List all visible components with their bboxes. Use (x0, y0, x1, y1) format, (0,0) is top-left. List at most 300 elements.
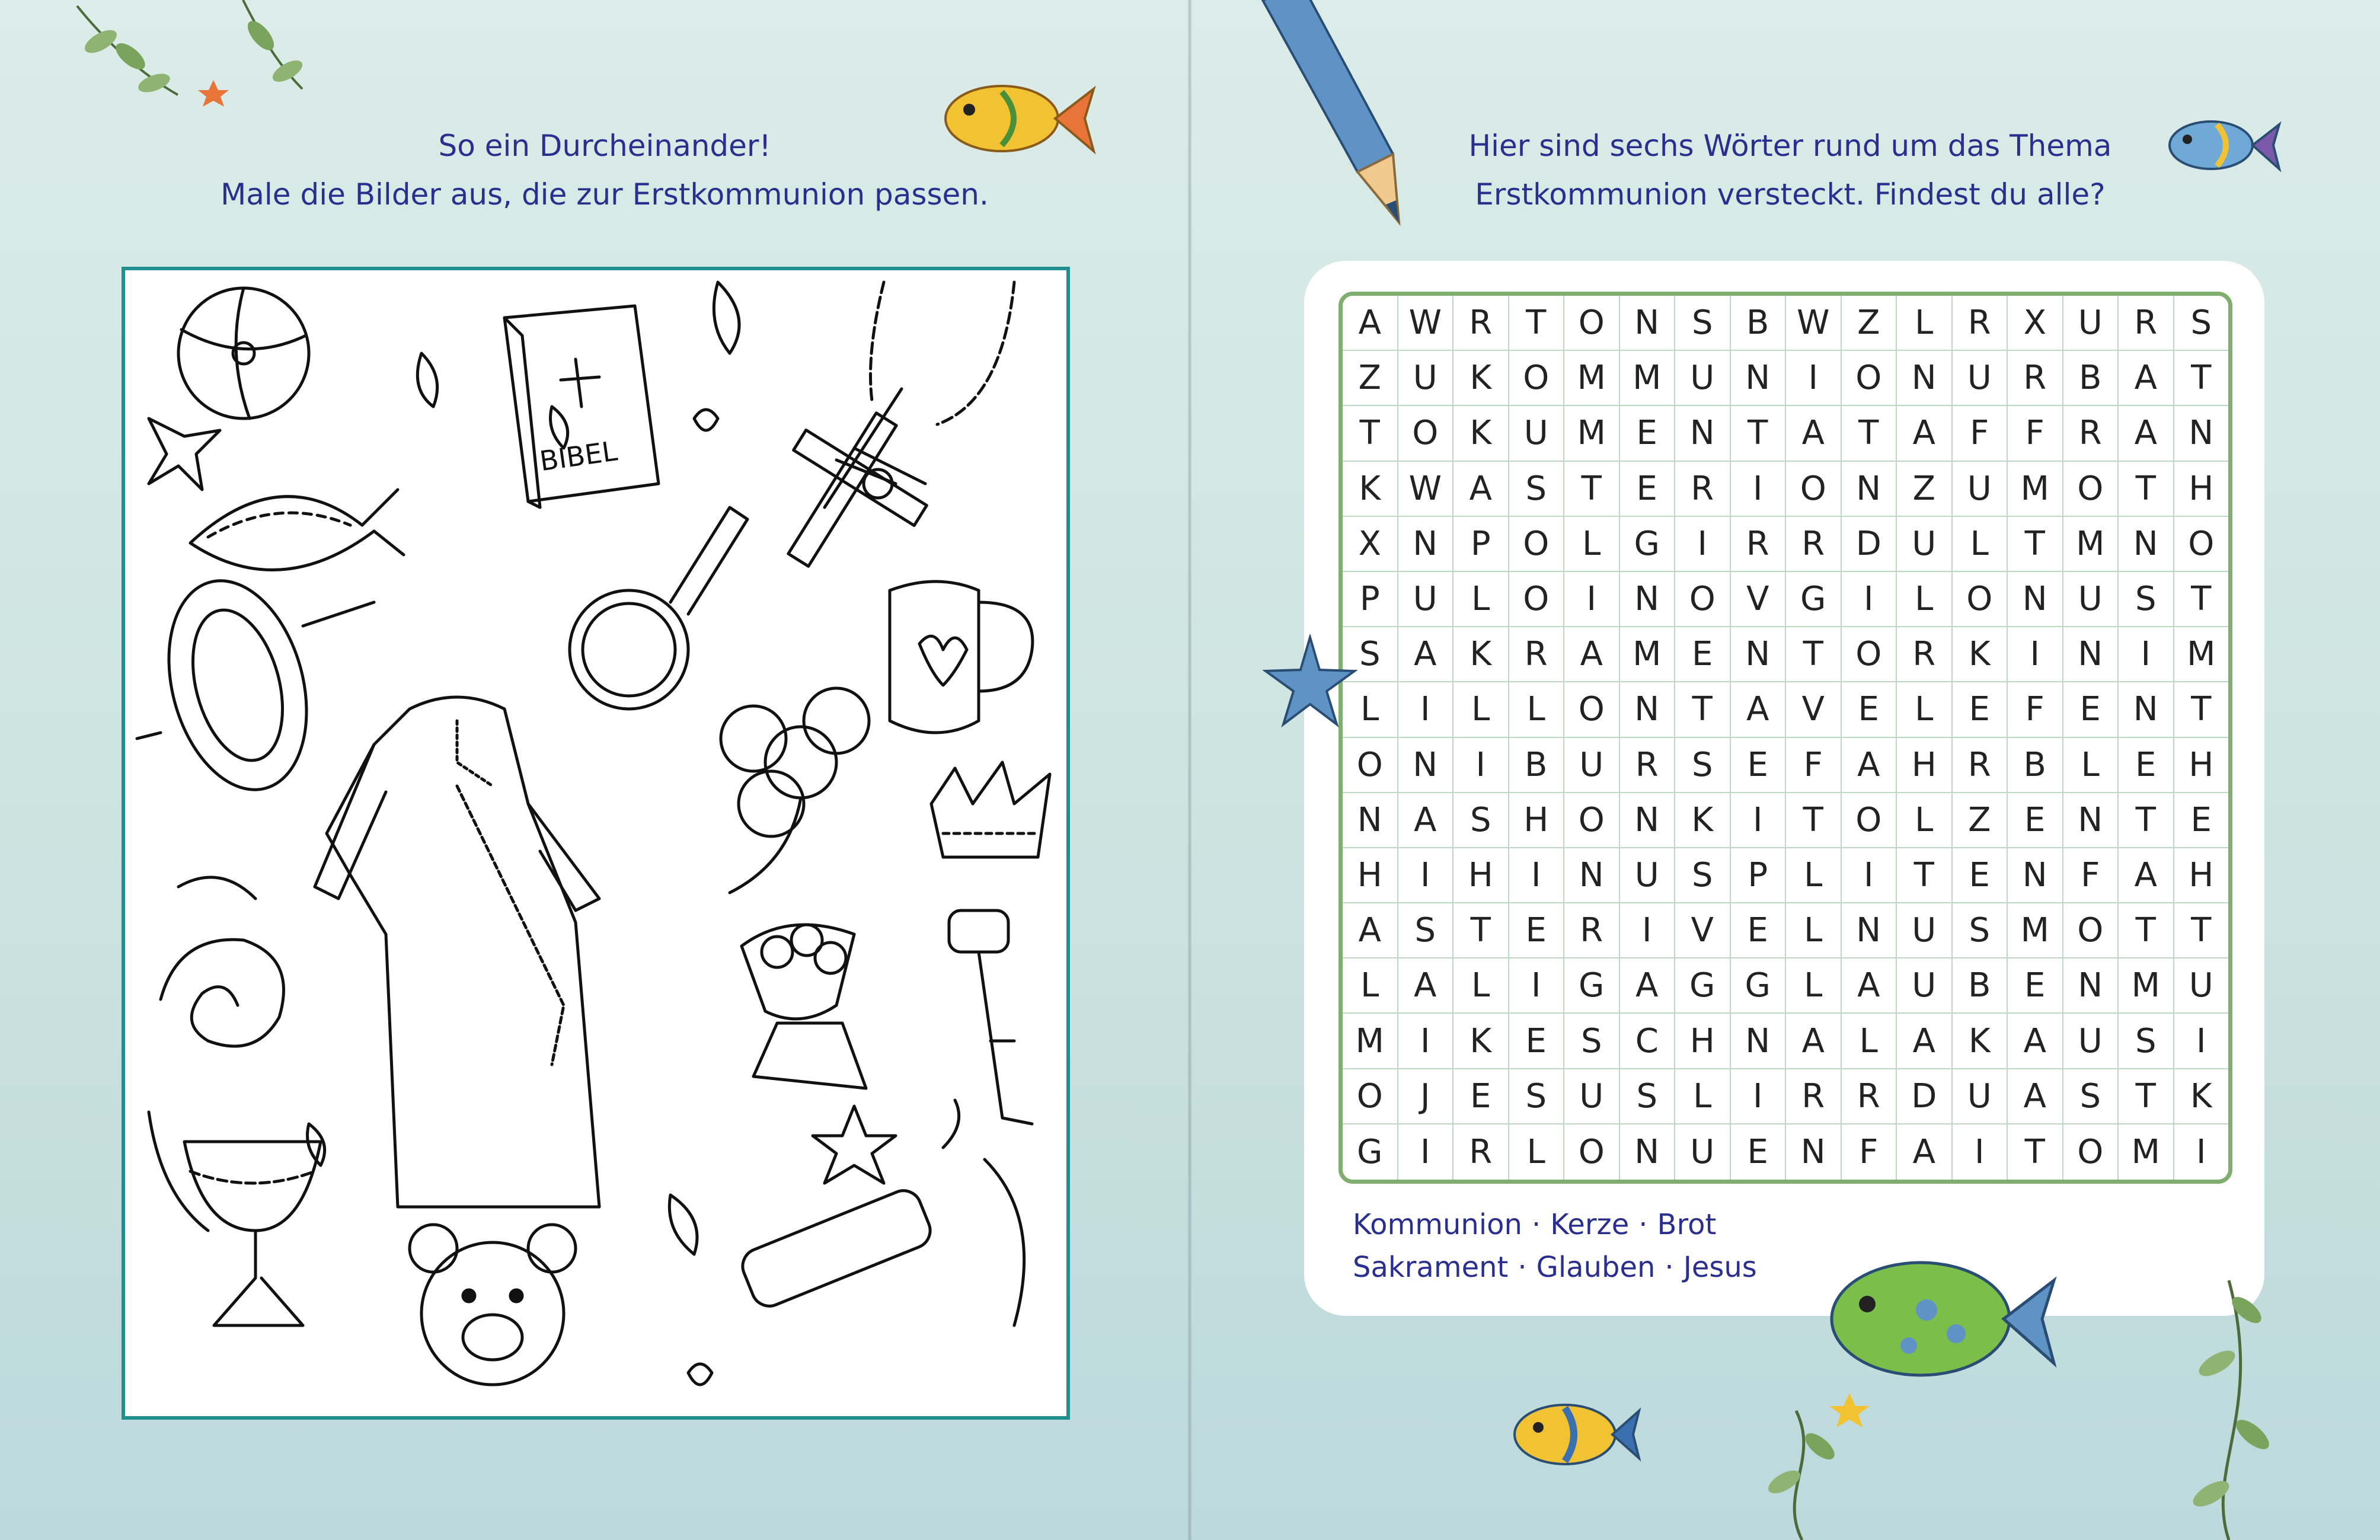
word-separator: · (1518, 1251, 1527, 1284)
grid-cell[interactable]: S (1343, 627, 1398, 682)
grid-cell[interactable]: T (1453, 903, 1509, 958)
grid-cell[interactable]: O (1343, 738, 1398, 793)
grid-cell[interactable]: O (2174, 517, 2229, 572)
grid-cell[interactable]: N (1620, 572, 1676, 627)
grid-cell[interactable]: V (1731, 572, 1787, 627)
bible-label: BIBEL (537, 434, 619, 478)
grid-cell[interactable]: U (2063, 296, 2119, 351)
grid-cell[interactable]: U (1953, 462, 2008, 517)
grid-cell[interactable]: O (1509, 351, 1565, 406)
grid-cell[interactable]: R (2063, 406, 2119, 461)
grid-cell[interactable]: T (2008, 517, 2063, 572)
grid-cell[interactable]: U (1564, 738, 1620, 793)
grid-row (1343, 1014, 2228, 1069)
grid-cell[interactable]: U (1675, 351, 1731, 406)
grid-cell[interactable]: U (1675, 1124, 1731, 1180)
grid-cell[interactable]: O (1842, 627, 1897, 682)
grid-row (1343, 848, 2228, 903)
grid-cell[interactable]: U (1897, 958, 1953, 1014)
grid-cell[interactable]: B (1509, 738, 1565, 793)
grid-cell[interactable]: O (2063, 462, 2119, 517)
grid-cell[interactable]: A (1343, 296, 1398, 351)
grid-cell[interactable]: O (1953, 572, 2008, 627)
grid-cell[interactable]: F (1842, 1124, 1897, 1180)
grid-cell[interactable]: L (1953, 517, 2008, 572)
grid-cell[interactable]: H (2174, 462, 2229, 517)
grid-cell[interactable]: E (1731, 903, 1787, 958)
grid-cell[interactable]: V (1786, 682, 1842, 737)
grid-cell[interactable]: L (1897, 572, 1953, 627)
grid-cell[interactable]: E (2063, 682, 2119, 737)
grid-cell[interactable]: I (1731, 1069, 1787, 1124)
grid-cell[interactable]: A (1897, 1124, 1953, 1180)
grid-cell[interactable]: R (1786, 1069, 1842, 1124)
grid-cell[interactable]: N (1398, 738, 1454, 793)
grid-cell[interactable]: R (1731, 517, 1787, 572)
grid-cell[interactable]: W (1398, 296, 1454, 351)
bread-bowl-icon (742, 925, 866, 1088)
hidden-word: Jesus (1683, 1251, 1757, 1284)
grid-cell[interactable]: B (2008, 738, 2063, 793)
grid-cell[interactable]: G (1675, 958, 1731, 1014)
grid-cell[interactable]: Z (1897, 462, 1953, 517)
grid-cell[interactable]: L (1897, 793, 1953, 848)
grid-cell[interactable]: G (1343, 1124, 1398, 1180)
grid-cell[interactable]: U (1564, 1069, 1620, 1124)
grid-cell[interactable]: I (2008, 627, 2063, 682)
grid-cell[interactable]: T (2119, 1069, 2174, 1124)
grid-cell[interactable]: H (1897, 738, 1953, 793)
grid-cell[interactable]: K (1953, 1014, 2008, 1069)
grid-cell[interactable]: L (1453, 958, 1509, 1014)
grid-cell[interactable]: R (1675, 462, 1731, 517)
grid-cell[interactable]: M (1620, 351, 1676, 406)
grid-cell[interactable]: R (1786, 517, 1842, 572)
grid-cell[interactable]: R (1897, 627, 1953, 682)
grid-row (1343, 627, 2228, 682)
grid-row (1343, 1124, 2228, 1180)
grid-cell[interactable]: N (1564, 848, 1620, 903)
left-heading-line2: Male die Bilder aus, die zur Erstkommunion passen. (221, 177, 989, 212)
grid-cell[interactable]: T (1343, 406, 1398, 461)
grid-cell[interactable]: O (1842, 351, 1897, 406)
grid-cell[interactable]: F (2008, 406, 2063, 461)
grid-cell[interactable]: H (2174, 738, 2229, 793)
fish-bottom-small-icon (1506, 1393, 1642, 1476)
grid-cell[interactable]: S (2119, 1014, 2174, 1069)
grid-cell[interactable]: K (1453, 627, 1509, 682)
grid-cell[interactable]: N (2008, 848, 2063, 903)
grid-cell[interactable]: N (1620, 793, 1676, 848)
grid-cell[interactable]: T (1675, 682, 1731, 737)
grid-cell[interactable]: F (2063, 848, 2119, 903)
grid-cell[interactable]: A (2008, 1069, 2063, 1124)
communion-robe-icon (315, 697, 599, 1207)
grid-cell[interactable]: E (1620, 462, 1676, 517)
grid-cell[interactable]: P (1453, 517, 1509, 572)
book-gutter (1187, 0, 1192, 1540)
grid-cell[interactable]: R (1953, 738, 2008, 793)
grid-cell[interactable]: K (1953, 627, 2008, 682)
grid-cell[interactable]: M (1564, 351, 1620, 406)
grid-cell[interactable]: O (1842, 793, 1897, 848)
grid-cell[interactable]: D (1897, 1069, 1953, 1124)
grid-cell[interactable]: L (1343, 682, 1398, 737)
grid-cell[interactable]: E (1842, 682, 1897, 737)
grid-cell[interactable]: J (1398, 1069, 1454, 1124)
grid-cell[interactable]: A (2119, 406, 2174, 461)
grid-cell[interactable]: U (1897, 517, 1953, 572)
grid-cell[interactable]: A (1897, 1014, 1953, 1069)
grid-cell[interactable]: W (1398, 462, 1454, 517)
grid-cell[interactable]: S (1953, 903, 2008, 958)
grid-cell[interactable]: K (1343, 462, 1398, 517)
grid-cell[interactable]: L (1453, 682, 1509, 737)
grid-cell[interactable]: L (1453, 572, 1509, 627)
grid-cell[interactable]: I (2196, 1132, 2206, 1171)
grid-cell[interactable]: I (1509, 958, 1565, 1014)
right-instructions (1411, 122, 2170, 219)
grid-cell[interactable]: T (2008, 1124, 2063, 1180)
grid-cell[interactable]: E (1731, 1124, 1787, 1180)
grid-cell[interactable]: O (1509, 517, 1565, 572)
grid-cell[interactable]: O (1564, 682, 1620, 737)
grid-cell[interactable]: R (1842, 1069, 1897, 1124)
grid-cell[interactable]: T (2174, 682, 2229, 737)
grid-cell[interactable]: B (1731, 296, 1787, 351)
grid-cell[interactable]: N (2008, 572, 2063, 627)
grid-cell[interactable]: B (2063, 351, 2119, 406)
right-heading-line1: Hier sind sechs Wörter rund um das Thema (1468, 129, 2112, 163)
grid-cell[interactable]: E (2008, 958, 2063, 1014)
grid-cell[interactable]: A (1786, 406, 1842, 461)
grid-cell[interactable]: T (2119, 793, 2174, 848)
grid-cell[interactable]: O (1675, 572, 1731, 627)
grid-cell[interactable]: V (1675, 903, 1731, 958)
grid-cell[interactable]: N (1620, 682, 1676, 737)
grid-cell[interactable]: K (2174, 1069, 2229, 1124)
grid-cell[interactable]: G (1786, 572, 1842, 627)
grid-cell[interactable]: I (1509, 848, 1565, 903)
grid-cell[interactable]: N (1620, 296, 1676, 351)
grid-cell[interactable]: K (1453, 351, 1509, 406)
grid-row (1343, 351, 2228, 406)
grid-cell[interactable]: A (2119, 351, 2174, 406)
grid-cell[interactable]: T (2174, 903, 2229, 958)
grid-cell[interactable]: I (1842, 848, 1897, 903)
grid-cell[interactable]: N (1675, 406, 1731, 461)
grid-cell[interactable]: O (1398, 406, 1454, 461)
grid-cell[interactable]: L (1675, 1069, 1731, 1124)
grid-cell[interactable]: R (1509, 627, 1565, 682)
grid-cell[interactable]: L (1343, 958, 1398, 1014)
grid-cell[interactable]: A (1564, 627, 1620, 682)
grid-cell[interactable]: E (1620, 406, 1676, 461)
left-heading-line1: So ein Durcheinander! (438, 129, 771, 163)
grid-cell[interactable]: S (1453, 793, 1509, 848)
grid-row (1343, 406, 2228, 461)
grid-cell[interactable]: Z (1842, 296, 1897, 351)
grid-cell[interactable]: S (1398, 903, 1454, 958)
grid-row (1343, 682, 2228, 737)
grid-cell[interactable]: S (1509, 462, 1565, 517)
grid-cell[interactable]: I (1398, 682, 1454, 737)
grid-cell[interactable]: N (1731, 1014, 1787, 1069)
grid-cell[interactable]: N (2119, 682, 2174, 737)
grid-cell[interactable]: E (1453, 1069, 1509, 1124)
grid-cell[interactable]: O (1564, 793, 1620, 848)
grid-cell[interactable]: B (1953, 958, 2008, 1014)
grid-cell[interactable]: I (1786, 351, 1842, 406)
grid-cell[interactable]: T (2119, 462, 2174, 517)
grid-cell[interactable]: K (1453, 406, 1509, 461)
grid-cell[interactable]: T (1564, 462, 1620, 517)
grid-cell[interactable]: O (1509, 572, 1565, 627)
grid-cell[interactable]: M (1343, 1014, 1398, 1069)
grid-cell[interactable]: R (1453, 296, 1509, 351)
flower-icon (721, 688, 869, 893)
grid-cell[interactable]: T (2174, 572, 2229, 627)
grid-cell[interactable]: H (1509, 793, 1565, 848)
word-separator: · (1531, 1208, 1541, 1241)
grid-cell[interactable]: I (1620, 903, 1676, 958)
word-separator: · (1638, 1208, 1648, 1241)
grid-cell[interactable]: H (1453, 848, 1509, 903)
grid-cell[interactable]: C (1620, 1014, 1676, 1069)
grid-cell[interactable]: L (1786, 848, 1842, 903)
fish-top-right-icon (2164, 113, 2282, 178)
grid-cell[interactable]: N (1842, 903, 1897, 958)
grid-cell[interactable]: A (1842, 958, 1897, 1014)
grid-cell[interactable]: E (1675, 627, 1731, 682)
grid-cell[interactable]: U (1620, 848, 1676, 903)
grid-cell[interactable]: S (1620, 1069, 1676, 1124)
grid-cell[interactable]: L (1786, 958, 1842, 1014)
grid-cell[interactable]: P (1343, 572, 1398, 627)
grid-cell[interactable]: O (2063, 1124, 2119, 1180)
grid-cell[interactable]: G (1564, 958, 1620, 1014)
hidden-word: Kommunion (1353, 1208, 1522, 1241)
grid-cell[interactable]: O (2063, 903, 2119, 958)
grid-row (1343, 793, 2228, 848)
grid-cell[interactable]: S (1675, 848, 1731, 903)
grid-cell[interactable]: T (2174, 351, 2229, 406)
grid-cell[interactable]: O (1564, 296, 1620, 351)
word-list-line2 (1353, 1246, 1757, 1289)
grid-cell[interactable]: I (1842, 572, 1897, 627)
grid-cell[interactable]: N (2063, 958, 2119, 1014)
grid-cell[interactable]: I (2119, 627, 2174, 682)
grid-cell[interactable]: E (2174, 793, 2229, 848)
grid-cell[interactable]: L (1897, 296, 1953, 351)
grid-cell[interactable]: A (1620, 958, 1676, 1014)
grid-cell[interactable]: A (1398, 793, 1454, 848)
grid-cell[interactable]: G (1620, 517, 1676, 572)
grid-cell[interactable]: N (1398, 517, 1454, 572)
grid-cell[interactable]: F (2008, 682, 2063, 737)
grid-cell[interactable]: A (2119, 848, 2174, 903)
grid-cell[interactable]: M (2119, 1124, 2174, 1180)
grid-cell[interactable]: F (1953, 406, 2008, 461)
grid-cell[interactable]: A (1731, 682, 1787, 737)
grid-cell[interactable]: M (2008, 903, 2063, 958)
grid-cell[interactable]: E (1509, 1014, 1565, 1069)
grid-cell[interactable]: I (1953, 1124, 2008, 1180)
grid-cell[interactable]: N (1731, 351, 1787, 406)
grid-cell[interactable]: N (1731, 627, 1787, 682)
grid-cell[interactable]: M (2174, 627, 2229, 682)
grid-cell[interactable]: I (1731, 793, 1787, 848)
grid-row (1343, 958, 2228, 1014)
grid-cell[interactable]: S (1509, 1069, 1565, 1124)
grid-cell[interactable]: N (2119, 517, 2174, 572)
grid-cell[interactable]: S (1675, 296, 1731, 351)
grid-cell[interactable]: S (2174, 296, 2229, 351)
grid-cell[interactable]: H (2174, 848, 2229, 903)
grid-cell[interactable]: H (1675, 1014, 1731, 1069)
grid-cell[interactable]: K (1675, 793, 1731, 848)
grid-cell[interactable]: R (1620, 738, 1676, 793)
grid-cell[interactable]: X (2008, 296, 2063, 351)
left-instructions (166, 122, 1043, 219)
grid-cell[interactable]: A (1398, 958, 1454, 1014)
grid-cell[interactable]: K (1453, 1014, 1509, 1069)
grid-cell[interactable]: D (1842, 517, 1897, 572)
grid-cell[interactable]: M (2063, 517, 2119, 572)
grid-cell[interactable]: M (2119, 958, 2174, 1014)
beach-ball-icon (178, 288, 309, 418)
grid-cell[interactable]: A (1786, 1014, 1842, 1069)
grid-cell[interactable]: S (2063, 1069, 2119, 1124)
grid-cell[interactable]: E (2119, 738, 2174, 793)
grid-cell[interactable]: L (1564, 517, 1620, 572)
grid-cell[interactable]: L (1509, 1124, 1565, 1180)
grid-row (1343, 738, 2228, 793)
grid-cell[interactable]: R (1564, 903, 1620, 958)
grid-cell[interactable]: U (1953, 1069, 2008, 1124)
grid-cell[interactable]: S (1564, 1014, 1620, 1069)
grid-cell[interactable]: N (2063, 627, 2119, 682)
grid-cell[interactable]: U (2063, 1014, 2119, 1069)
grid-cell[interactable]: R (2008, 351, 2063, 406)
coloring-picture (122, 267, 1070, 1420)
grid-cell[interactable]: O (1343, 1069, 1398, 1124)
grid-cell[interactable]: A (2008, 1014, 2063, 1069)
grid-cell[interactable]: R (2119, 296, 2174, 351)
grid-row (1343, 517, 2228, 572)
grid-cell[interactable]: O (1564, 1124, 1620, 1180)
grid-cell[interactable]: R (1453, 1124, 1509, 1180)
grid-cell[interactable]: L (2063, 738, 2119, 793)
grid-cell[interactable]: W (1786, 296, 1842, 351)
grid-cell[interactable]: A (1398, 627, 1454, 682)
grid-cell[interactable]: I (1398, 848, 1454, 903)
word-list (1353, 1203, 1757, 1289)
grid-cell[interactable]: X (1343, 517, 1398, 572)
grid-cell[interactable]: N (1786, 1124, 1842, 1180)
grid-cell[interactable]: N (1842, 462, 1897, 517)
grid-cell[interactable]: I (2174, 1014, 2229, 1069)
vine-top-left-icon (65, 0, 314, 130)
grid-cell[interactable]: I (1398, 1014, 1454, 1069)
ichthys-icon (190, 490, 404, 570)
word-separator: · (1665, 1251, 1674, 1284)
grid-cell[interactable]: M (2008, 462, 2063, 517)
grid-cell[interactable]: N (1897, 351, 1953, 406)
grid-cell[interactable]: E (2008, 793, 2063, 848)
grid-cell[interactable]: L (1509, 682, 1565, 737)
grid-cell[interactable]: N (2063, 793, 2119, 848)
grid-cell[interactable]: O (1786, 462, 1842, 517)
grid-cell[interactable]: E (1509, 903, 1565, 958)
grid-cell[interactable]: Z (1953, 793, 2008, 848)
grid-cell[interactable]: A (1453, 462, 1509, 517)
grid-cell[interactable]: T (1786, 627, 1842, 682)
grid-cell[interactable]: U (2063, 572, 2119, 627)
grid-cell[interactable]: E (1953, 848, 2008, 903)
grid-row (1343, 462, 2228, 517)
grid-cell[interactable]: E (1953, 682, 2008, 737)
grid-cell[interactable]: N (2174, 406, 2229, 461)
grid-cell[interactable]: U (1398, 572, 1454, 627)
hidden-word: Brot (1657, 1208, 1717, 1241)
grid-cell[interactable]: I (1398, 1124, 1454, 1180)
bible-icon (504, 306, 659, 507)
grid-cell[interactable]: U (1398, 351, 1454, 406)
grid-cell[interactable]: I (1731, 462, 1787, 517)
grid-cell[interactable]: T (1786, 793, 1842, 848)
grid-cell[interactable]: T (1509, 296, 1565, 351)
grid-cell[interactable]: N (1620, 1124, 1676, 1180)
grid-cell[interactable]: T (1842, 406, 1897, 461)
grid-cell[interactable]: H (1343, 848, 1398, 903)
grid-cell[interactable]: P (1731, 848, 1787, 903)
cross-necklace-icon (788, 282, 1014, 566)
grid-cell[interactable]: G (1731, 958, 1787, 1014)
grid-cell[interactable]: L (1786, 903, 1842, 958)
chalice-icon (184, 1142, 321, 1325)
grid-cell[interactable]: F (1786, 738, 1842, 793)
grid-cell[interactable]: S (1675, 738, 1731, 793)
grid-cell[interactable]: L (1897, 682, 1953, 737)
grid-cell[interactable]: T (1897, 848, 1953, 903)
grid-cell[interactable]: I (1675, 517, 1731, 572)
grid-cell[interactable]: T (2119, 903, 2174, 958)
grid-cell[interactable]: R (1953, 296, 2008, 351)
grid-cell[interactable]: M (1564, 406, 1620, 461)
grid-cell[interactable]: M (1620, 627, 1676, 682)
grid-cell[interactable]: A (1343, 903, 1398, 958)
grid-cell[interactable]: L (1842, 1014, 1897, 1069)
grid-cell[interactable]: U (2174, 958, 2229, 1014)
grid-cell[interactable]: A (1897, 406, 1953, 461)
grid-cell[interactable]: U (1509, 406, 1565, 461)
right-heading-line2: Erstkommunion versteckt. Findest du alle? (1475, 177, 2106, 212)
grid-cell[interactable]: I (1564, 572, 1620, 627)
grid-cell[interactable]: A (1842, 738, 1897, 793)
grid-cell[interactable]: Z (1343, 351, 1398, 406)
key-icon (949, 910, 1032, 1124)
word-list-line1 (1353, 1203, 1757, 1246)
grid-cell[interactable]: U (1897, 903, 1953, 958)
grid-cell[interactable]: I (1453, 738, 1509, 793)
grid-row (1343, 903, 2228, 958)
grid-cell[interactable]: T (1731, 406, 1787, 461)
grid-cell[interactable]: U (1953, 351, 2008, 406)
grid-cell[interactable]: S (2119, 572, 2174, 627)
grid-cell[interactable]: E (1731, 738, 1787, 793)
grid-cell[interactable]: N (1343, 793, 1398, 848)
